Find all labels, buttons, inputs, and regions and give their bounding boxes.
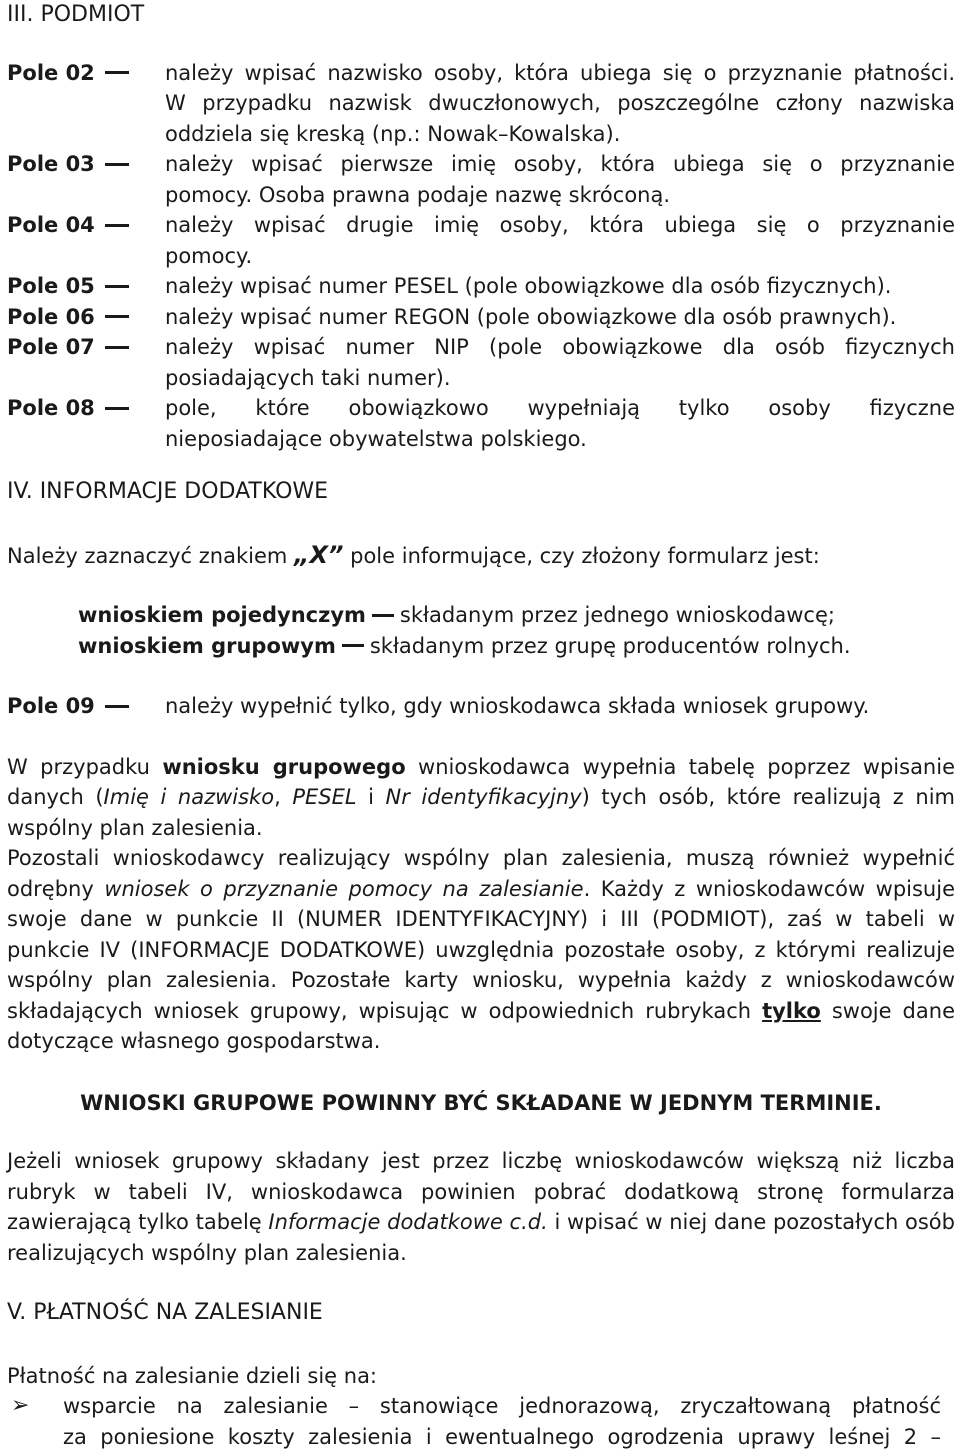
- paragraph-other-applicants: Pozostali wnioskodawcy realizujący wspólny plan zalesienia, muszą również wypełnić odrębny wniosek o przyznanie pomocy na zalesianie. Każdy z wnioskodawców wpisuje swoje dane w punkcie II (NUMER IDENTYFIKACYJNY) i III (PODMIOT), zaś w tabeli w punkcie IV (INFORMACJE DODATKOWE) uwzględnia pozostałe osoby, z którymi realizuje wspólny plan zalesienia. Pozostałe karty wniosku, wypełnia każdy z wnioskodawców składających wniosek grupowy, wpisując w odpowiednich rubrykach tylko swoje dane dotyczące własnego gospodarstwa.: [7, 846, 955, 1053]
- field-text: należy wpisać drugie imię osoby, która ubiega się o przyznanie pomocy.: [165, 213, 955, 268]
- dash-icon: [105, 224, 129, 227]
- field-label: Pole 05: [7, 271, 165, 302]
- dash-icon: [372, 614, 394, 617]
- field-pole-07: [7, 332, 955, 393]
- dash-icon: [105, 315, 129, 318]
- paragraph-group-application: W przypadku wniosku grupowego wnioskodawca wypełnia tabelę poprzez wpisanie danych (Imię i nazwisko, PESEL i Nr identyfikacyjny) tych osób, które realizują z nim wspólny plan zalesienia.: [7, 754, 956, 840]
- field-text: pole, które obowiązkowo wypełniają tylko osoby fizyczne nieposiadające obywatelstwa polskiego.: [165, 396, 955, 451]
- field-pole-06: [7, 302, 955, 333]
- section-iv-heading: IV. INFORMACJE DODATKOWE: [7, 479, 329, 504]
- option-single: wnioskiem pojedynczym składanym przez jednego wnioskodawcę;: [78, 603, 835, 627]
- field-pole-04: [7, 210, 955, 271]
- x-mark: „X”: [294, 540, 344, 569]
- notice-single-term: WNIOSKI GRUPOWE POWINNY BYĆ SKŁADANE W JEDNYM TERMINIE.: [80, 1090, 882, 1115]
- field-text: należy wpisać numer NIP (pole obowiązkowe dla osób fizycznych posiadających taki numer).: [165, 335, 955, 390]
- paragraph-extra-page: Jeżeli wniosek grupowy składany jest przez liczbę wnioskodawców większą niż liczba rubryk w tabeli IV, wnioskodawca powinien pobrać dodatkową stronę formularza zawierającą tylko tabelę Informacje dodatkowe c.d. i wpisać w niej dane pozostałych osób realizujących wspólny plan zalesienia.: [7, 1149, 955, 1265]
- field-label: Pole 08: [7, 393, 165, 454]
- field-text: należy wpisać numer REGON (pole obowiązkowe dla osób prawnych).: [165, 304, 897, 329]
- field-pole-08: [7, 393, 955, 454]
- arrow-bullet-icon: ➢: [11, 1393, 30, 1418]
- field-text: należy wpisać numer PESEL (pole obowiązkowe dla osób fizycznych).: [165, 274, 892, 298]
- field-text: należy wpisać pierwsze imię osoby, która ubiega się o przyznanie pomocy. Osoba prawna podaje nazwę skróconą.: [165, 152, 955, 207]
- field-text: należy wypełnić tylko, gdy wnioskodawca składa wniosek grupowy.: [165, 694, 870, 718]
- field-label: Pole 07: [7, 332, 165, 393]
- dash-icon: [342, 644, 364, 647]
- dash-icon: [105, 71, 129, 74]
- dash-icon: [105, 705, 129, 708]
- dash-icon: [105, 407, 129, 410]
- section-iii-heading: III. PODMIOT: [7, 2, 145, 27]
- field-pole-03: [7, 149, 955, 210]
- field-text: należy wpisać nazwisko osoby, która ubiega się o przyznanie płatności. W przypadku nazwisk dwuczłonowych, poszczególne człony nazwiska oddziela się kreską (np.: Nowak–Kowalska).: [165, 60, 955, 146]
- dash-icon: [105, 163, 129, 166]
- field-label: Pole 09: [7, 691, 165, 722]
- field-label: Pole 04: [7, 210, 165, 271]
- field-pole-05: [7, 271, 955, 302]
- field-pole-09: [7, 691, 955, 722]
- dash-icon: [105, 285, 129, 288]
- field-list: [7, 58, 955, 455]
- dash-icon: [105, 346, 129, 349]
- field-label: Pole 02: [7, 58, 165, 150]
- document-page: [7, 0, 955, 1452]
- field-pole-02: [7, 58, 955, 150]
- section-iv-intro: Należy zaznaczyć znakiem „X” pole informujące, czy złożony formularz jest:: [7, 540, 820, 569]
- section-v-heading: V. PŁATNOŚĆ NA ZALESIANIE: [7, 1300, 323, 1325]
- list-item: [7, 1391, 955, 1452]
- section-v-intro: Płatność na zalesianie dzieli się na:: [7, 1363, 378, 1388]
- field-label: Pole 06: [7, 302, 165, 333]
- field-label: Pole 03: [7, 149, 165, 210]
- option-group: wnioskiem grupowym składanym przez grupę producentów rolnych.: [78, 633, 851, 658]
- list-item-text: wsparcie na zalesianie – stanowiące jednorazową, zryczałtowaną płatność za poniesione koszty zalesienia i ewentualnego ogrodzenia uprawy leśnej 2 –: [63, 1394, 941, 1449]
